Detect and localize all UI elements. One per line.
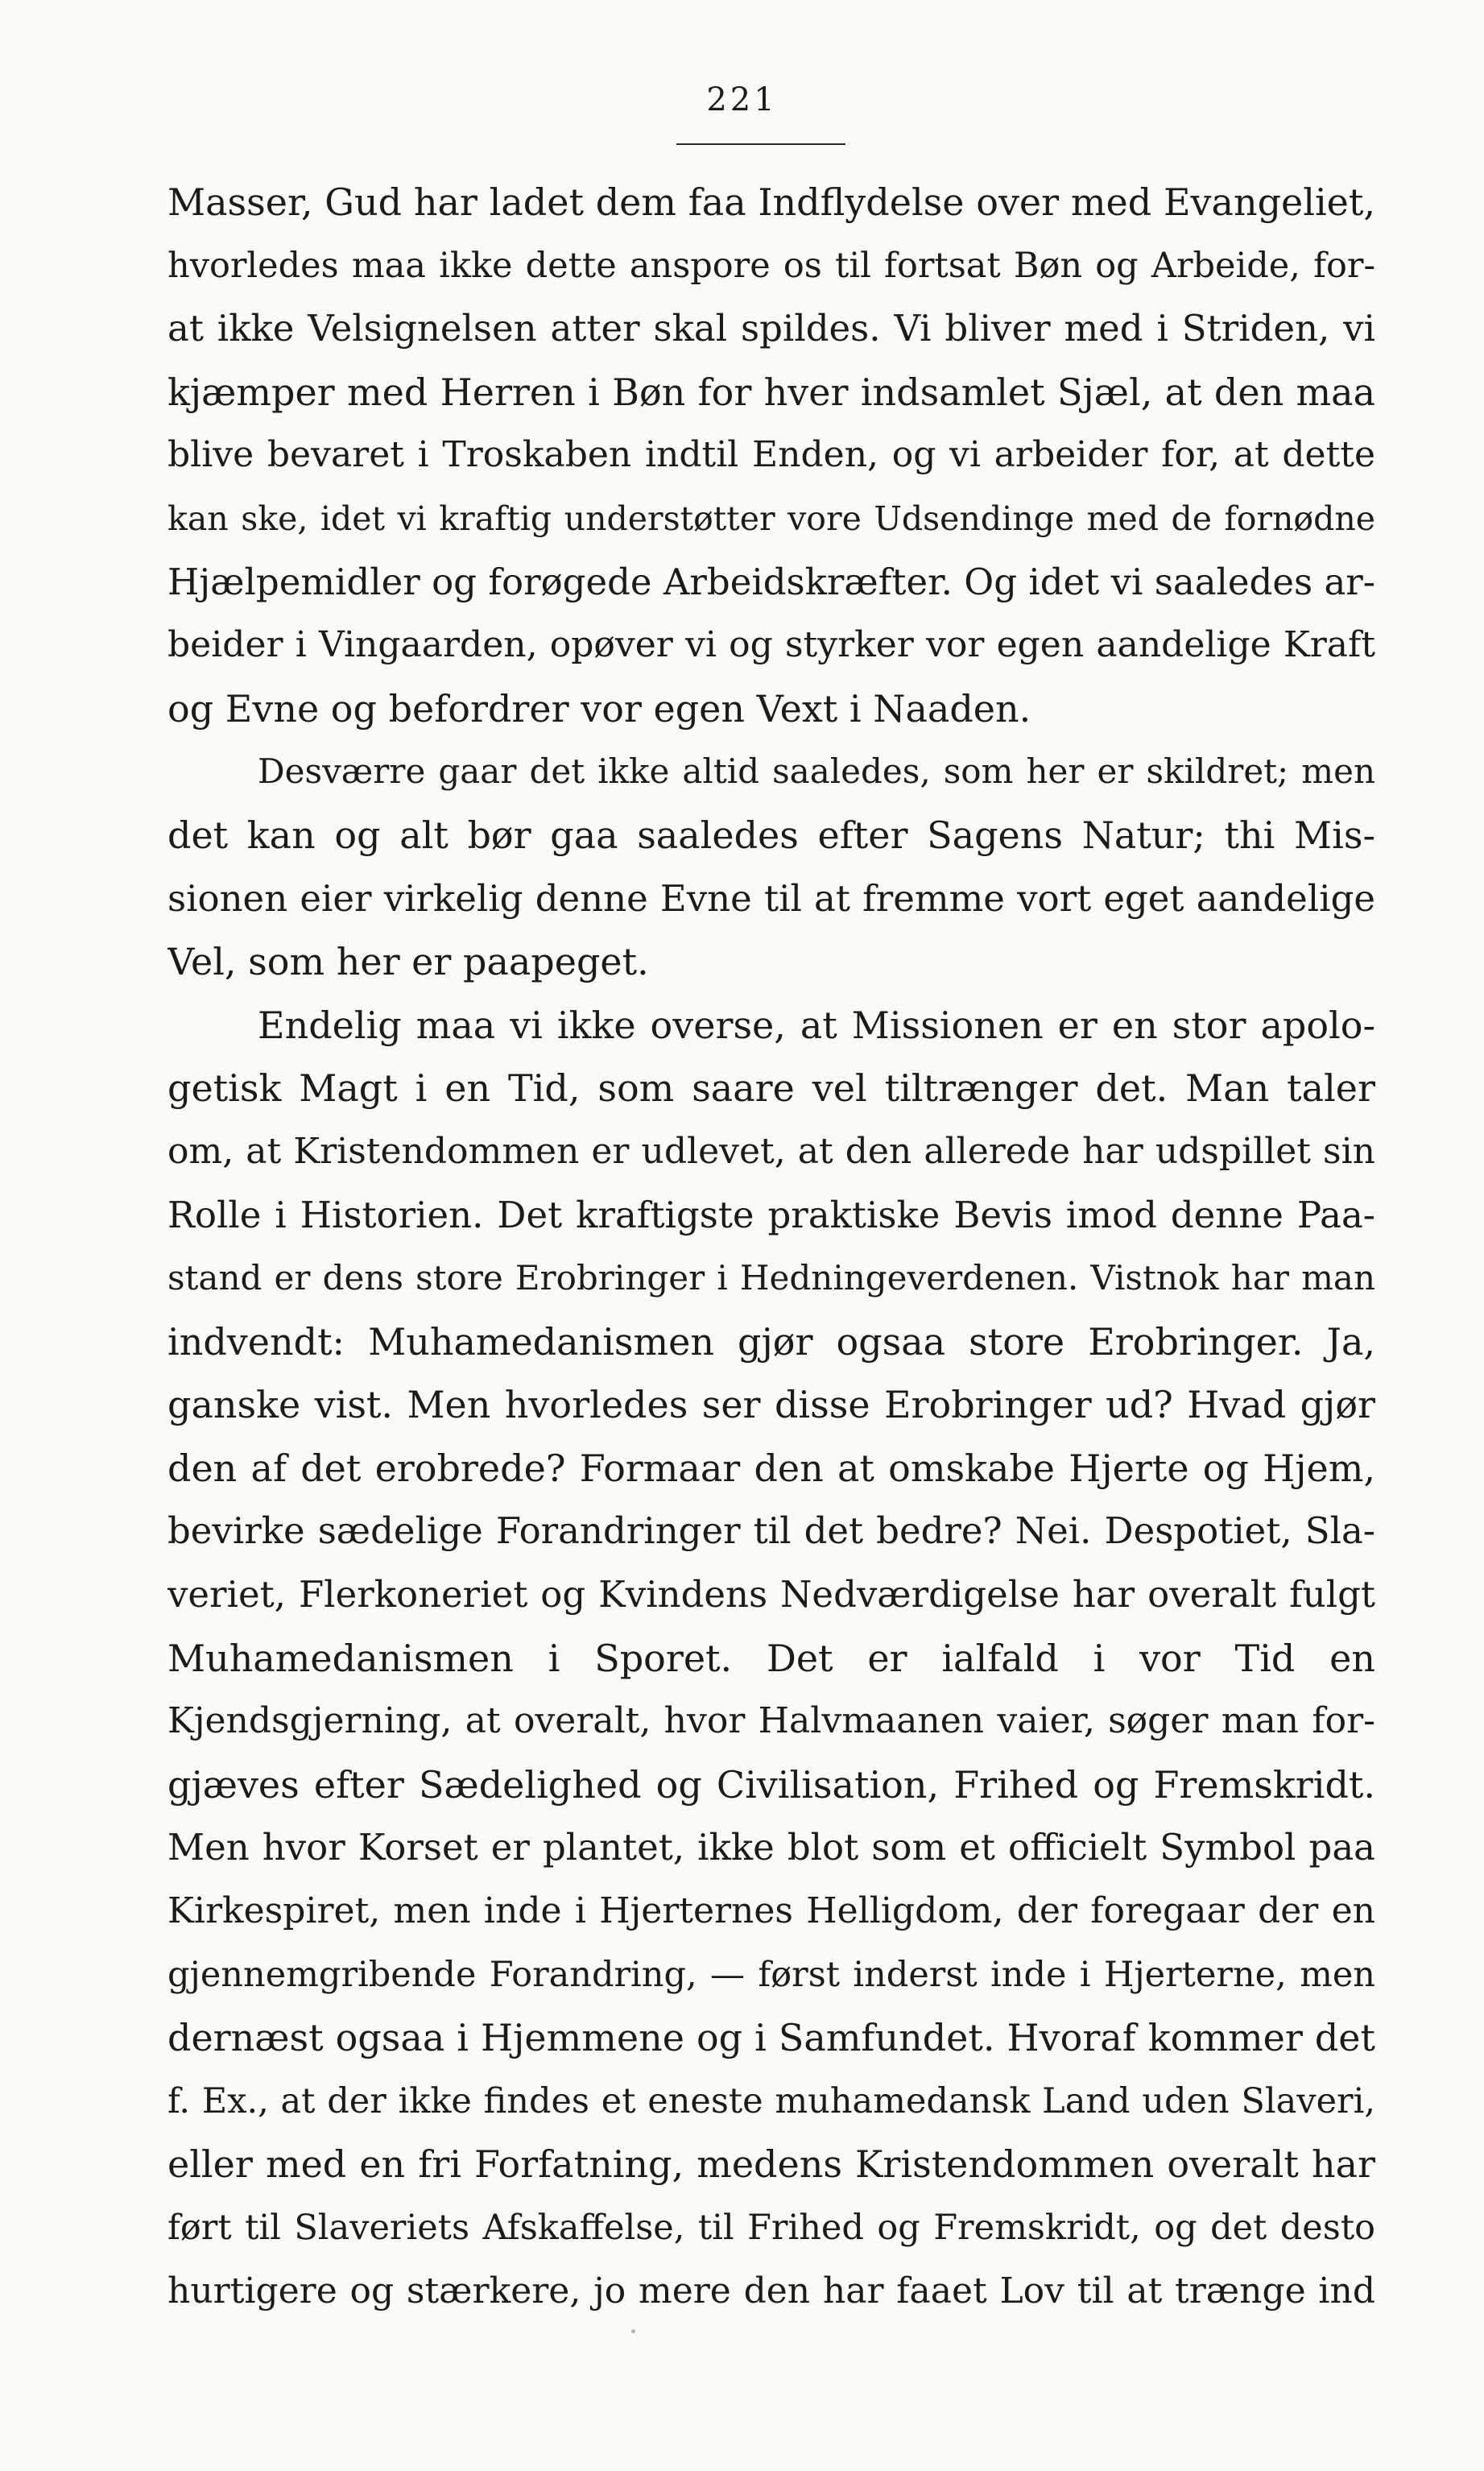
text-line: dernæst ogsaa i Hjemmene og i Samfundet. Hvoraf kommer det [167, 2016, 1375, 2060]
text-line: at ikke Velsignelsen atter skal spildes. Vi bliver med i Striden, vi [167, 307, 1375, 350]
text-line: gjæves efter Sædelighed og Civilisation, Frihed og Fremskridt. [167, 1762, 1375, 1807]
text-line: om, at Kristendommen er udlevet, at den allerede har udspillet sin [167, 1130, 1375, 1172]
text-line: eller med en fri Forfatning, medens Kristendommen overalt har [167, 2142, 1375, 2187]
text-line: hvorledes maa ikke dette anspore os til fortsat Bøn og Arbeide, for- [167, 245, 1375, 286]
paper-speck [631, 2329, 635, 2333]
text-line: bevirke sædelige Forandringer til det bedre? Nei. Despotiet, Sla- [167, 1509, 1375, 1553]
text-line: indvendt: Muhamedanismen gjør ogsaa store Erobringer. Ja, [167, 1319, 1375, 1364]
text-line: Vel, som her er paapeget. [167, 940, 649, 984]
text-line: den af det erobrede? Formaar den at omskabe Hjerte og Hjem, [167, 1446, 1375, 1490]
text-line: hurtigere og stærkere, jo mere den har faaet Lov til at trænge ind [167, 2270, 1375, 2312]
text-line: kjæmper med Herren i Bøn for hver indsamlet Sjæl, at den maa [167, 370, 1375, 414]
header-rule [676, 143, 845, 145]
text-line: Kirkespiret, men inde i Hjerternes Helligdom, der foregaar der en [167, 1890, 1375, 1932]
text-line: Hjælpemidler og forøgede Arbeidskræfter. Og idet vi saaledes ar- [167, 560, 1375, 603]
text-line: beider i Vingaarden, opøver vi og styrker vor egen aandelige Kraft [167, 624, 1375, 666]
text-line: og Evne og befordrer vor egen Vext i Naaden. [167, 686, 1031, 731]
text-line: gjennemgribende Forandring, — først inderst inde i Hjerterne, men [167, 1954, 1375, 1995]
text-line: kan ske, idet vi kraftig understøtter vore Udsendinge med de fornødne [167, 499, 1375, 538]
text-line: sionen eier virkelig denne Evne til at fremme vort eget aandelige [167, 876, 1375, 920]
text-line: veriet, Flerkoneriet og Kvindens Nedværdigelse har overalt fulgt [167, 1573, 1375, 1616]
text-line: ført til Slaveriets Afskaffelse, til Frihed og Fremskridt, og det desto [167, 2208, 1375, 2248]
text-line: stand er dens store Erobringer i Hedningeverdenen. Vistnok har man [167, 1258, 1375, 1298]
page-number: 221 [706, 81, 778, 118]
text-line: Desværre gaar det ikke altid saaledes, som her er skildret; men [258, 751, 1375, 792]
text-line: ganske vist. Men hvorledes ser disse Erobringer ud? Hvad gjør [167, 1383, 1375, 1427]
text-line: f. Ex., at der ikke findes et eneste muhamedansk Land uden Slaveri, [167, 2080, 1375, 2121]
text-line: Masser, Gud har ladet dem faa Indflydelse over med Evangeliet, [167, 180, 1375, 224]
text-line: Endelig maa vi ikke overse, at Missionen er en stor apolo- [258, 1003, 1375, 1047]
text-line: Men hvor Korset er plantet, ikke blot som et officielt Symbol paa [167, 1826, 1375, 1869]
text-line: Rolle i Historien. Det kraftigste praktiske Bevis imod denne Paa- [167, 1193, 1375, 1236]
text-line: getisk Magt i en Tid, som saare vel tiltrænger det. Man taler [167, 1066, 1375, 1111]
text-line: det kan og alt bør gaa saaledes efter Sagens Natur; thi Mis- [167, 813, 1375, 857]
text-line: Kjendsgjerning, at overalt, hvor Halvmaanen vaier, søger man for- [167, 1700, 1375, 1742]
text-line: Muhamedanismen i Sporet. Det er ialfald i vor Tid en [167, 1636, 1375, 1680]
body-text [167, 171, 1375, 2323]
text-line: blive bevaret i Troskaben indtil Enden, og vi arbeider for, at dette [167, 434, 1375, 476]
